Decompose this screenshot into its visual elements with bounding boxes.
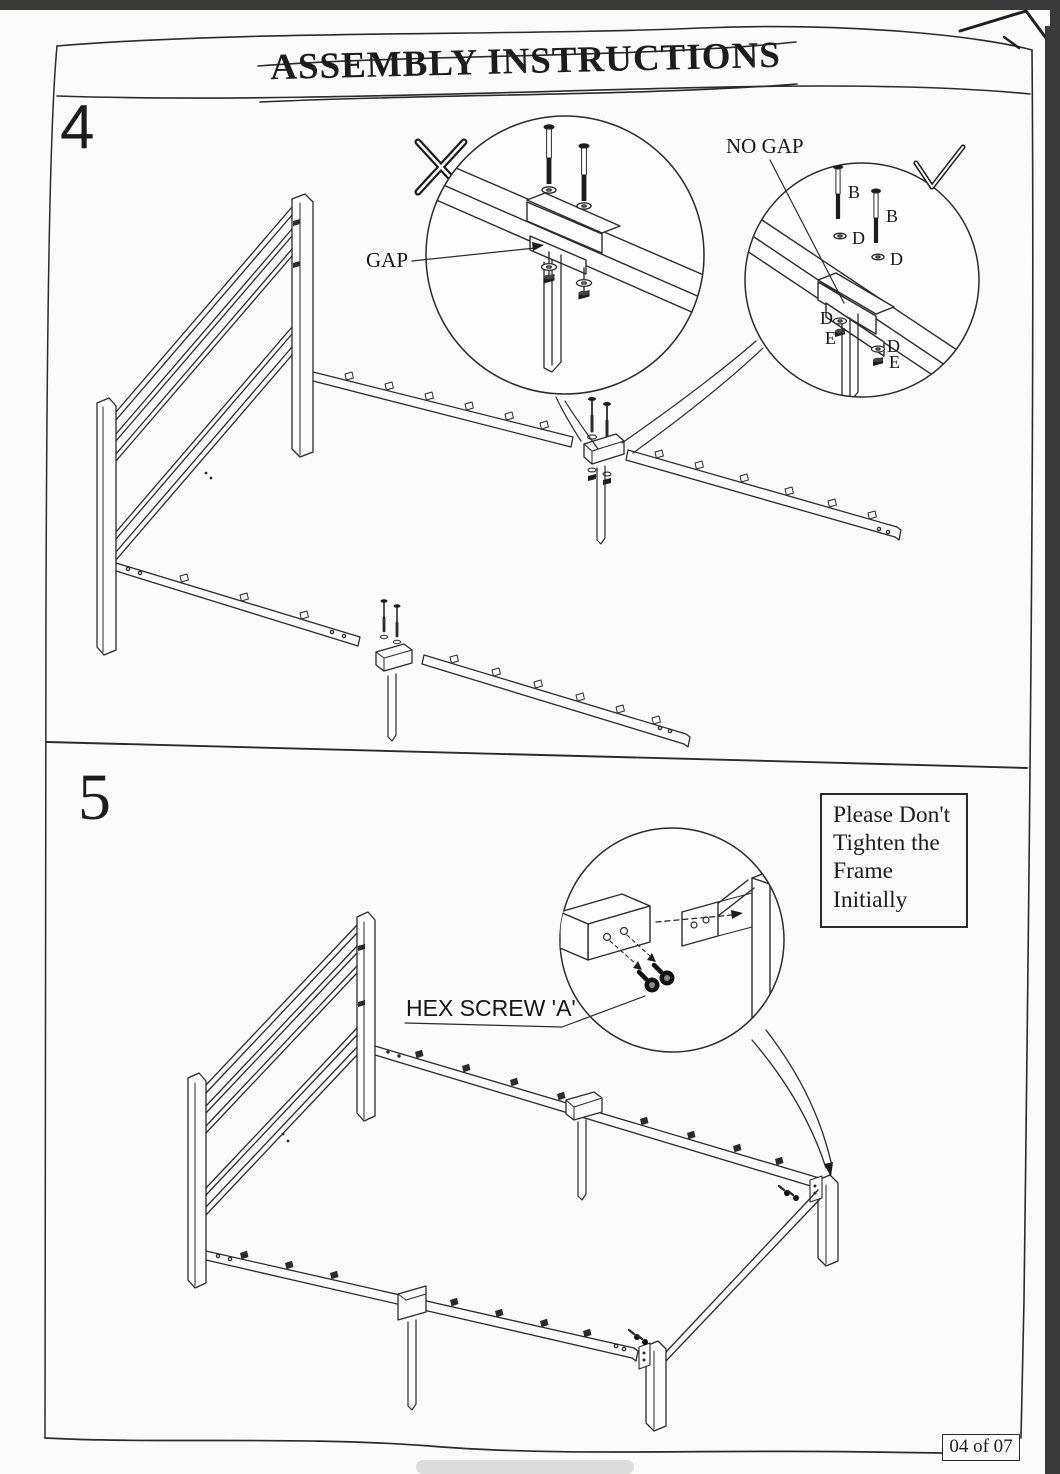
no-gap-label: NO GAP xyxy=(726,134,804,158)
washer-d-label: D xyxy=(820,308,833,328)
step5-number: 5 xyxy=(78,761,111,834)
step4-callout-gap xyxy=(366,116,743,394)
scan-bottom-artifact xyxy=(416,1460,634,1474)
gap-label: GAP xyxy=(365,248,408,272)
hex-screw-label: HEX SCREW 'A' xyxy=(406,995,576,1021)
washer-d-label: D xyxy=(887,336,900,356)
step5-callout-hex-screw xyxy=(560,828,790,1052)
bolt-b-label: B xyxy=(848,182,861,202)
scan-fold-artifact xyxy=(960,11,1046,48)
step4-number: 4 xyxy=(60,93,95,162)
washer-d-label: D xyxy=(890,249,903,269)
bolt-b-label: B xyxy=(886,206,899,226)
page-title: ASSEMBLY INSTRUCTIONS xyxy=(269,34,782,89)
scan-top-strip xyxy=(0,0,1060,10)
scan-corner-strip xyxy=(1050,8,1060,30)
scan-right-strip xyxy=(1045,26,1060,1474)
warning-note-box: Please Don't Tighten the Frame Initially xyxy=(820,793,968,928)
page-indicator: 04 of 07 xyxy=(942,1434,1020,1461)
nut-e-label: E xyxy=(889,352,900,372)
washer-d-label: D xyxy=(852,228,865,248)
nut-e-label: E xyxy=(825,328,836,348)
